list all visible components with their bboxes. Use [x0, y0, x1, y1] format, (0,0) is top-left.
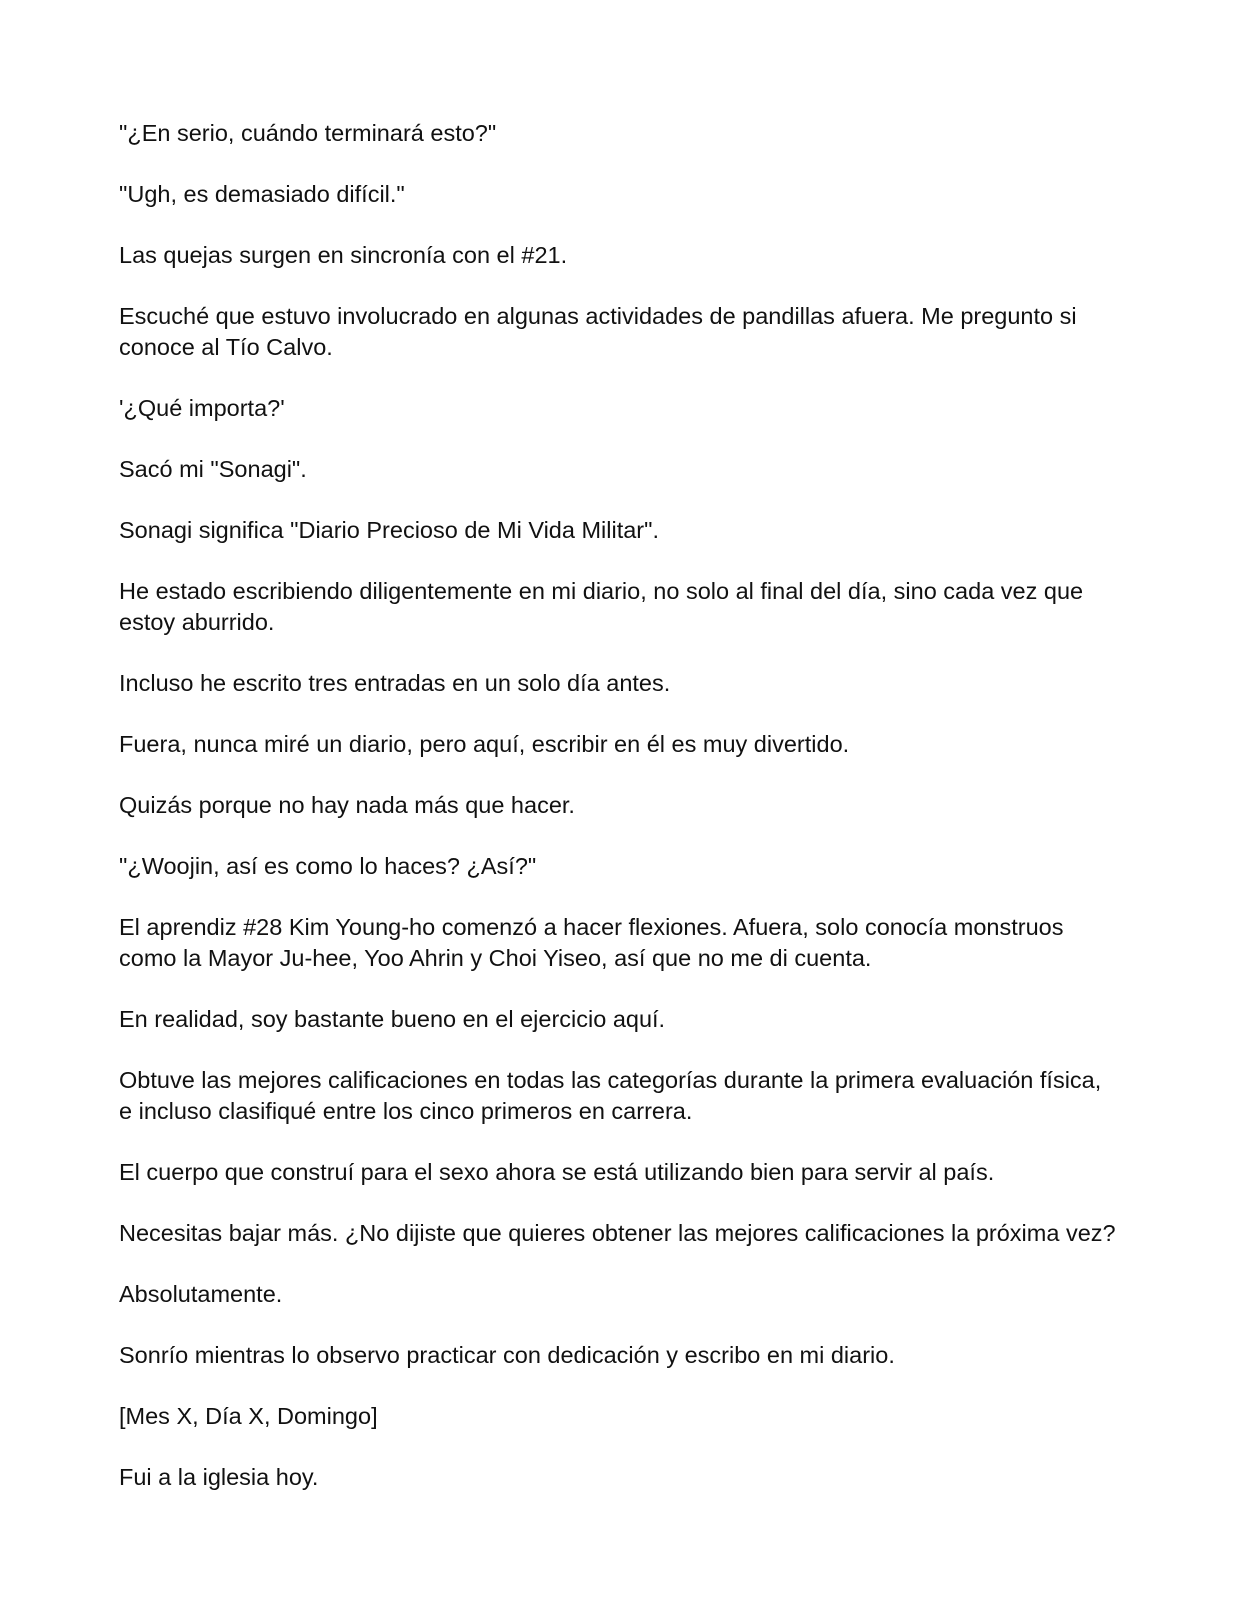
paragraph: Obtuve las mejores calificaciones en todas las categorías durante la primera evaluación física, e incluso clasifiqué entre los cinco primeros en carrera. [119, 1067, 1102, 1124]
paragraph: El cuerpo que construí para el sexo ahora se está utilizando bien para servir al país. [119, 1159, 995, 1185]
paragraph: Sonagi significa "Diario Precioso de Mi Vida Militar". [119, 517, 660, 543]
paragraph: "¿Woojin, así es como lo haces? ¿Así?" [119, 853, 537, 879]
paragraph: El aprendiz #28 Kim Young-ho comenzó a hacer flexiones. Afuera, solo conocía monstruos como la Mayor Ju-hee, Yoo Ahrin y Choi Yiseo, así que no me di cuenta. [119, 914, 1064, 971]
paragraph: Las quejas surgen en sincronía con el #21. [119, 242, 568, 268]
paragraph: Absolutamente. [119, 1281, 283, 1307]
paragraph: He estado escribiendo diligentemente en mi diario, no solo al final del día, sino cada vez que estoy aburrido. [119, 578, 1084, 635]
paragraph: Fui a la iglesia hoy. [119, 1464, 319, 1490]
paragraph: Necesitas bajar más. ¿No dijiste que quieres obtener las mejores calificaciones la próxima vez? [119, 1220, 1116, 1246]
paragraph: Quizás porque no hay nada más que hacer. [119, 792, 575, 818]
paragraph: Incluso he escrito tres entradas en un solo día antes. [119, 670, 671, 696]
paragraph: "¿En serio, cuándo terminará esto?" [119, 120, 497, 146]
paragraph: Sacó mi "Sonagi". [119, 456, 307, 482]
paragraph: [Mes X, Día X, Domingo] [119, 1403, 378, 1429]
paragraph: '¿Qué importa?' [119, 395, 285, 421]
document-body [119, 118, 1119, 1523]
paragraph: Fuera, nunca miré un diario, pero aquí, escribir en él es muy divertido. [119, 731, 850, 757]
paragraph: Sonrío mientras lo observo practicar con dedicación y escribo en mi diario. [119, 1342, 895, 1368]
paragraph: "Ugh, es demasiado difícil." [119, 181, 405, 207]
paragraph: En realidad, soy bastante bueno en el ejercicio aquí. [119, 1006, 666, 1032]
paragraph: Escuché que estuvo involucrado en algunas actividades de pandillas afuera. Me pregunto si conoce al Tío Calvo. [119, 303, 1077, 360]
